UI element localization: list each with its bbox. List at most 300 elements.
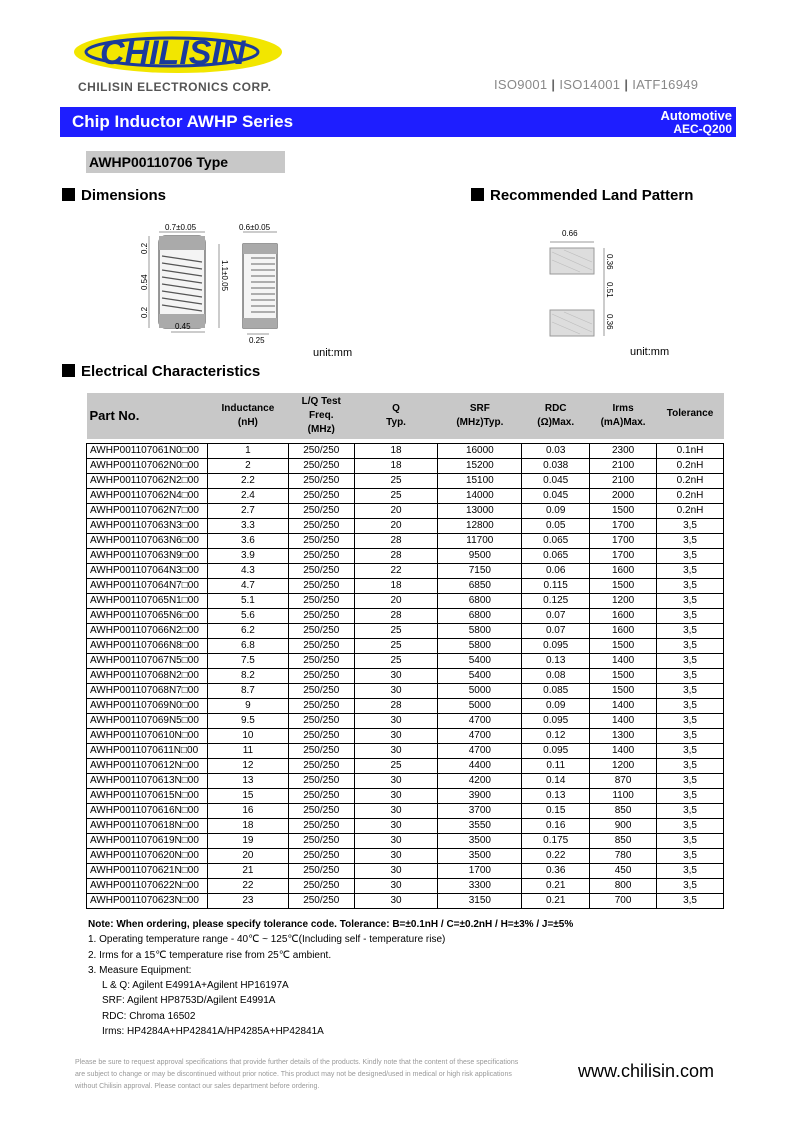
header-part-no: Part No. — [87, 393, 208, 439]
cell-srf: 5000 — [438, 699, 522, 714]
dim-left-top: 0.2 — [140, 242, 149, 254]
cell-part-no: AWHP0011070615N□00 — [87, 789, 208, 804]
table-row — [87, 699, 724, 714]
cell-q: 25 — [354, 759, 438, 774]
header-srf: SRF (MHz)Typ. — [438, 393, 522, 439]
cell-freq: 250/250 — [288, 549, 354, 564]
dimensions-heading — [62, 187, 166, 204]
cell-freq: 250/250 — [288, 879, 354, 894]
cell-srf: 16000 — [438, 444, 522, 459]
cell-freq: 250/250 — [288, 684, 354, 699]
dimensions-drawing — [135, 218, 295, 348]
cell-rdc: 0.065 — [522, 549, 590, 564]
cell-inductance: 11 — [207, 744, 288, 759]
table-row — [87, 819, 724, 834]
cell-srf: 9500 — [438, 549, 522, 564]
cell-rdc: 0.09 — [522, 699, 590, 714]
cell-freq: 250/250 — [288, 864, 354, 879]
cell-rdc: 0.36 — [522, 864, 590, 879]
cell-rdc: 0.16 — [522, 819, 590, 834]
table-row — [87, 879, 724, 894]
cell-rdc: 0.21 — [522, 894, 590, 909]
cell-srf: 14000 — [438, 489, 522, 504]
cell-tolerance: 3,5 — [657, 894, 724, 909]
table-row — [87, 579, 724, 594]
cell-srf: 3300 — [438, 879, 522, 894]
header-inductance: Inductance (nH) — [207, 393, 288, 439]
cell-part-no: AWHP0011070613N□00 — [87, 774, 208, 789]
cell-q: 25 — [354, 639, 438, 654]
cell-freq: 250/250 — [288, 444, 354, 459]
dim-width-side: 0.6±0.05 — [239, 223, 271, 232]
cell-tolerance: 0.2nH — [657, 474, 724, 489]
cell-rdc: 0.03 — [522, 444, 590, 459]
table-row — [87, 504, 724, 519]
cell-inductance: 23 — [207, 894, 288, 909]
table-body — [87, 444, 724, 909]
table-row — [87, 714, 724, 729]
dimensions-title: Dimensions — [81, 187, 167, 204]
cell-q: 30 — [354, 864, 438, 879]
cell-part-no: AWHP001107062N4□00 — [87, 489, 208, 504]
cell-srf: 6800 — [438, 609, 522, 624]
table-row — [87, 669, 724, 684]
equipment-irms: Irms: HP4284A+HP42841A/HP4285A+HP42841A — [102, 1026, 324, 1038]
cell-srf: 6800 — [438, 594, 522, 609]
land-bot: 0.36 — [605, 314, 614, 330]
cell-srf: 3500 — [438, 834, 522, 849]
disclaimer-line: are subject to change or may be discontinued without prior notice. This product may not be designed/used in medical or high risk applications — [75, 1071, 512, 1078]
land-width: 0.66 — [562, 229, 578, 238]
cell-part-no: AWHP001107068N7□00 — [87, 684, 208, 699]
table-row — [87, 519, 724, 534]
dimensions-unit: unit:mm — [313, 347, 353, 359]
cell-rdc: 0.07 — [522, 609, 590, 624]
land-mid: 0.51 — [605, 282, 614, 298]
cell-srf: 4700 — [438, 744, 522, 759]
cell-part-no: AWHP001107063N9□00 — [87, 549, 208, 564]
dim-bottom-right: 0.25 — [249, 336, 265, 345]
cell-rdc: 0.09 — [522, 504, 590, 519]
cell-freq: 250/250 — [288, 519, 354, 534]
cell-freq: 250/250 — [288, 474, 354, 489]
cell-rdc: 0.085 — [522, 684, 590, 699]
cell-q: 30 — [354, 774, 438, 789]
cell-tolerance: 3,5 — [657, 864, 724, 879]
cell-part-no: AWHP001107063N3□00 — [87, 519, 208, 534]
aec-q200-label: AEC-Q200 — [673, 122, 732, 136]
cell-q: 30 — [354, 879, 438, 894]
cell-rdc: 0.175 — [522, 834, 590, 849]
cell-freq: 250/250 — [288, 579, 354, 594]
cell-rdc: 0.05 — [522, 519, 590, 534]
dim-left-bot: 0.2 — [140, 306, 149, 318]
cell-part-no: AWHP001107062N2□00 — [87, 474, 208, 489]
cell-freq: 250/250 — [288, 759, 354, 774]
table-row — [87, 639, 724, 654]
cell-rdc: 0.125 — [522, 594, 590, 609]
cell-irms: 2100 — [590, 459, 657, 474]
cell-srf: 3700 — [438, 804, 522, 819]
cell-tolerance: 3,5 — [657, 849, 724, 864]
cell-srf: 3150 — [438, 894, 522, 909]
cell-inductance: 3.9 — [207, 549, 288, 564]
equipment-lq: L & Q: Agilent E4991A+Agilent HP16197A — [102, 980, 289, 992]
cell-freq: 250/250 — [288, 849, 354, 864]
cell-srf: 5400 — [438, 669, 522, 684]
cell-part-no: AWHP0011070612N□00 — [87, 759, 208, 774]
cell-srf: 13000 — [438, 504, 522, 519]
cell-part-no: AWHP001107064N3□00 — [87, 564, 208, 579]
cell-irms: 1100 — [590, 789, 657, 804]
cell-rdc: 0.115 — [522, 579, 590, 594]
electrical-table — [86, 393, 724, 909]
cell-rdc: 0.038 — [522, 459, 590, 474]
table-row — [87, 444, 724, 459]
cell-srf: 3500 — [438, 849, 522, 864]
table-row — [87, 474, 724, 489]
cell-inductance: 5.1 — [207, 594, 288, 609]
cell-q: 18 — [354, 579, 438, 594]
cell-inductance: 13 — [207, 774, 288, 789]
cert-separator: | — [624, 77, 629, 92]
cell-inductance: 5.6 — [207, 609, 288, 624]
series-banner — [60, 107, 736, 137]
cell-irms: 1500 — [590, 669, 657, 684]
cell-tolerance: 0.2nH — [657, 459, 724, 474]
cell-irms: 1500 — [590, 639, 657, 654]
header-q: Q Typ. — [354, 393, 438, 439]
cell-part-no: AWHP001107068N2□00 — [87, 669, 208, 684]
cell-q: 25 — [354, 489, 438, 504]
cell-q: 30 — [354, 684, 438, 699]
cell-part-no: AWHP001107065N6□00 — [87, 609, 208, 624]
cell-srf: 15100 — [438, 474, 522, 489]
table-row — [87, 624, 724, 639]
note-3: 3. Measure Equipment: — [88, 964, 192, 976]
cell-tolerance: 3,5 — [657, 789, 724, 804]
cell-q: 18 — [354, 459, 438, 474]
cell-part-no: AWHP0011070610N□00 — [87, 729, 208, 744]
cell-freq: 250/250 — [288, 654, 354, 669]
cell-irms: 800 — [590, 879, 657, 894]
cell-freq: 250/250 — [288, 729, 354, 744]
equipment-srf: SRF: Agilent HP8753D/Agilent E4991A — [102, 995, 276, 1007]
cell-irms: 1700 — [590, 549, 657, 564]
electrical-title: Electrical Characteristics — [81, 363, 261, 380]
cell-q: 20 — [354, 519, 438, 534]
cell-irms: 1700 — [590, 519, 657, 534]
table-header-row — [87, 393, 724, 439]
website-link[interactable]: www.chilisin.com — [578, 1061, 715, 1081]
cell-tolerance: 3,5 — [657, 804, 724, 819]
cell-irms: 850 — [590, 804, 657, 819]
cell-freq: 250/250 — [288, 894, 354, 909]
cell-q: 30 — [354, 789, 438, 804]
cell-q: 28 — [354, 534, 438, 549]
cell-inductance: 8.7 — [207, 684, 288, 699]
cell-freq: 250/250 — [288, 804, 354, 819]
cert-separator: | — [551, 77, 556, 92]
cell-rdc: 0.08 — [522, 669, 590, 684]
cell-part-no: AWHP001107067N5□00 — [87, 654, 208, 669]
cell-tolerance: 3,5 — [657, 879, 724, 894]
cell-q: 28 — [354, 609, 438, 624]
cell-srf: 15200 — [438, 459, 522, 474]
cell-tolerance: 3,5 — [657, 699, 724, 714]
land-pattern-heading — [471, 187, 693, 204]
square-bullet-icon — [62, 364, 75, 377]
table-row — [87, 894, 724, 909]
cell-srf: 11700 — [438, 534, 522, 549]
dim-left-mid: 0.54 — [140, 274, 149, 290]
table-row — [87, 534, 724, 549]
cell-tolerance: 3,5 — [657, 729, 724, 744]
cell-rdc: 0.15 — [522, 804, 590, 819]
cell-srf: 3900 — [438, 789, 522, 804]
cell-inductance: 2.7 — [207, 504, 288, 519]
cell-inductance: 6.2 — [207, 624, 288, 639]
cell-inductance: 3.3 — [207, 519, 288, 534]
cell-srf: 12800 — [438, 519, 522, 534]
cell-q: 30 — [354, 729, 438, 744]
cell-rdc: 0.095 — [522, 714, 590, 729]
cell-freq: 250/250 — [288, 594, 354, 609]
square-bullet-icon — [471, 188, 484, 201]
cell-tolerance: 3,5 — [657, 609, 724, 624]
cell-irms: 1400 — [590, 654, 657, 669]
cell-tolerance: 3,5 — [657, 624, 724, 639]
cell-rdc: 0.21 — [522, 879, 590, 894]
disclaimer-line: without Chilisin approval. Please contact our sales department before ordering. — [75, 1083, 320, 1090]
cell-part-no: AWHP001107069N0□00 — [87, 699, 208, 714]
table-row — [87, 834, 724, 849]
note-1: 1. Operating temperature range - 40℃ ~ 125℃(Including self - temperature rise) — [88, 934, 446, 946]
cell-tolerance: 3,5 — [657, 819, 724, 834]
cell-freq: 250/250 — [288, 714, 354, 729]
cell-inductance: 10 — [207, 729, 288, 744]
cell-tolerance: 3,5 — [657, 744, 724, 759]
cell-q: 30 — [354, 714, 438, 729]
cell-irms: 1400 — [590, 714, 657, 729]
table-row — [87, 489, 724, 504]
cell-srf: 5000 — [438, 684, 522, 699]
cell-freq: 250/250 — [288, 834, 354, 849]
cell-rdc: 0.06 — [522, 564, 590, 579]
cell-part-no: AWHP001107063N6□00 — [87, 534, 208, 549]
cell-irms: 1200 — [590, 594, 657, 609]
cell-tolerance: 3,5 — [657, 684, 724, 699]
cert-iso14001: ISO14001 — [559, 77, 621, 92]
electrical-heading — [62, 363, 260, 380]
cell-q: 30 — [354, 744, 438, 759]
cell-rdc: 0.13 — [522, 654, 590, 669]
cell-srf: 5400 — [438, 654, 522, 669]
table-row — [87, 549, 724, 564]
cell-inductance: 20 — [207, 849, 288, 864]
cell-tolerance: 3,5 — [657, 534, 724, 549]
series-title: Chip Inductor AWHP Series — [72, 112, 294, 131]
cell-q: 28 — [354, 699, 438, 714]
cell-part-no: AWHP0011070622N□00 — [87, 879, 208, 894]
cell-inductance: 19 — [207, 834, 288, 849]
cell-freq: 250/250 — [288, 609, 354, 624]
table-row — [87, 789, 724, 804]
cell-tolerance: 3,5 — [657, 759, 724, 774]
table-row — [87, 459, 724, 474]
cell-part-no: AWHP0011070611N□00 — [87, 744, 208, 759]
cell-tolerance: 3,5 — [657, 549, 724, 564]
cell-srf: 4400 — [438, 759, 522, 774]
cell-freq: 250/250 — [288, 504, 354, 519]
cell-irms: 2000 — [590, 489, 657, 504]
cell-tolerance: 3,5 — [657, 564, 724, 579]
cell-inductance: 8.2 — [207, 669, 288, 684]
ordering-note: Note: When ordering, please specify tolerance code. Tolerance: B=±0.1nH / C=±0.2nH / H=±3% / J=±5% — [88, 919, 574, 930]
equipment-rdc: RDC: Chroma 16502 — [102, 1010, 196, 1022]
dim-height: 1.1±0.05 — [220, 260, 229, 292]
cell-rdc: 0.07 — [522, 624, 590, 639]
cert-iso9001: ISO9001 — [494, 77, 548, 92]
cell-freq: 250/250 — [288, 534, 354, 549]
cell-irms: 780 — [590, 849, 657, 864]
note-2: 2. Irms for a 15℃ temperature rise from 25℃ ambient. — [88, 949, 332, 961]
land-pattern-drawing — [540, 226, 630, 340]
cell-q: 30 — [354, 819, 438, 834]
logo-text: CHILISIN — [100, 34, 246, 72]
cell-q: 30 — [354, 849, 438, 864]
cell-q: 20 — [354, 504, 438, 519]
table-row — [87, 594, 724, 609]
table-row — [87, 759, 724, 774]
cell-srf: 4700 — [438, 714, 522, 729]
cell-q: 22 — [354, 564, 438, 579]
table-row — [87, 804, 724, 819]
cell-srf: 1700 — [438, 864, 522, 879]
notes-block — [88, 917, 573, 1039]
certifications — [494, 77, 698, 92]
cell-inductance: 12 — [207, 759, 288, 774]
dim-width-top: 0.7±0.05 — [165, 223, 197, 232]
cell-part-no: AWHP001107066N8□00 — [87, 639, 208, 654]
cell-part-no: AWHP001107066N2□00 — [87, 624, 208, 639]
table-row — [87, 654, 724, 669]
cell-inductance: 9 — [207, 699, 288, 714]
table-row — [87, 729, 724, 744]
cell-rdc: 0.14 — [522, 774, 590, 789]
cell-srf: 3550 — [438, 819, 522, 834]
table-row — [87, 849, 724, 864]
cell-irms: 870 — [590, 774, 657, 789]
cell-freq: 250/250 — [288, 459, 354, 474]
header-lq-test: L/Q Test Freq. (MHz) — [288, 393, 354, 439]
cell-irms: 1600 — [590, 564, 657, 579]
table-row — [87, 864, 724, 879]
company-name: CHILISIN ELECTRONICS CORP. — [78, 80, 272, 94]
cell-rdc: 0.095 — [522, 744, 590, 759]
logo-graphic — [72, 26, 292, 78]
cell-freq: 250/250 — [288, 774, 354, 789]
cell-tolerance: 3,5 — [657, 594, 724, 609]
cell-freq: 250/250 — [288, 744, 354, 759]
automotive-label: Automotive — [660, 108, 732, 123]
cell-irms: 1300 — [590, 729, 657, 744]
cell-freq: 250/250 — [288, 699, 354, 714]
cell-part-no: AWHP001107061N0□00 — [87, 444, 208, 459]
cell-freq: 250/250 — [288, 489, 354, 504]
cell-inductance: 6.8 — [207, 639, 288, 654]
cell-freq: 250/250 — [288, 624, 354, 639]
cell-irms: 450 — [590, 864, 657, 879]
cell-inductance: 21 — [207, 864, 288, 879]
cell-rdc: 0.11 — [522, 759, 590, 774]
dim-bottom-left: 0.45 — [175, 322, 191, 331]
cell-rdc: 0.045 — [522, 489, 590, 504]
cell-irms: 1500 — [590, 684, 657, 699]
cell-inductance: 3.6 — [207, 534, 288, 549]
cell-irms: 1700 — [590, 534, 657, 549]
cell-inductance: 9.5 — [207, 714, 288, 729]
table-row — [87, 744, 724, 759]
cell-freq: 250/250 — [288, 639, 354, 654]
header-tolerance: Tolerance — [657, 393, 724, 439]
cell-rdc: 0.13 — [522, 789, 590, 804]
cell-freq: 250/250 — [288, 669, 354, 684]
table-row — [87, 684, 724, 699]
cell-freq: 250/250 — [288, 789, 354, 804]
cell-srf: 6850 — [438, 579, 522, 594]
cell-freq: 250/250 — [288, 819, 354, 834]
cell-inductance: 1 — [207, 444, 288, 459]
cell-irms: 1500 — [590, 504, 657, 519]
disclaimer — [75, 1057, 575, 1093]
table-row — [87, 564, 724, 579]
cell-tolerance: 3,5 — [657, 774, 724, 789]
table-row — [87, 774, 724, 789]
cell-irms: 1400 — [590, 744, 657, 759]
cell-part-no: AWHP0011070621N□00 — [87, 864, 208, 879]
cell-q: 30 — [354, 834, 438, 849]
cell-irms: 1600 — [590, 609, 657, 624]
cell-rdc: 0.22 — [522, 849, 590, 864]
cell-inductance: 4.7 — [207, 579, 288, 594]
cell-inductance: 18 — [207, 819, 288, 834]
cell-irms: 850 — [590, 834, 657, 849]
cell-srf: 5800 — [438, 624, 522, 639]
cell-rdc: 0.12 — [522, 729, 590, 744]
cell-part-no: AWHP001107069N5□00 — [87, 714, 208, 729]
cell-inductance: 16 — [207, 804, 288, 819]
cell-rdc: 0.065 — [522, 534, 590, 549]
land-top: 0.36 — [605, 254, 614, 270]
cell-inductance: 2.4 — [207, 489, 288, 504]
cell-q: 25 — [354, 624, 438, 639]
cell-q: 20 — [354, 594, 438, 609]
cell-part-no: AWHP0011070619N□00 — [87, 834, 208, 849]
cell-part-no: AWHP0011070620N□00 — [87, 849, 208, 864]
cell-part-no: AWHP0011070623N□00 — [87, 894, 208, 909]
cell-tolerance: 3,5 — [657, 669, 724, 684]
cell-part-no: AWHP001107064N7□00 — [87, 579, 208, 594]
cell-q: 30 — [354, 669, 438, 684]
cell-part-no: AWHP0011070616N□00 — [87, 804, 208, 819]
land-pattern-title: Recommended Land Pattern — [490, 187, 694, 204]
cell-q: 25 — [354, 654, 438, 669]
cell-part-no: AWHP001107062N7□00 — [87, 504, 208, 519]
cell-tolerance: 3,5 — [657, 579, 724, 594]
cell-inductance: 2.2 — [207, 474, 288, 489]
header-rdc: RDC (Ω)Max. — [522, 393, 590, 439]
